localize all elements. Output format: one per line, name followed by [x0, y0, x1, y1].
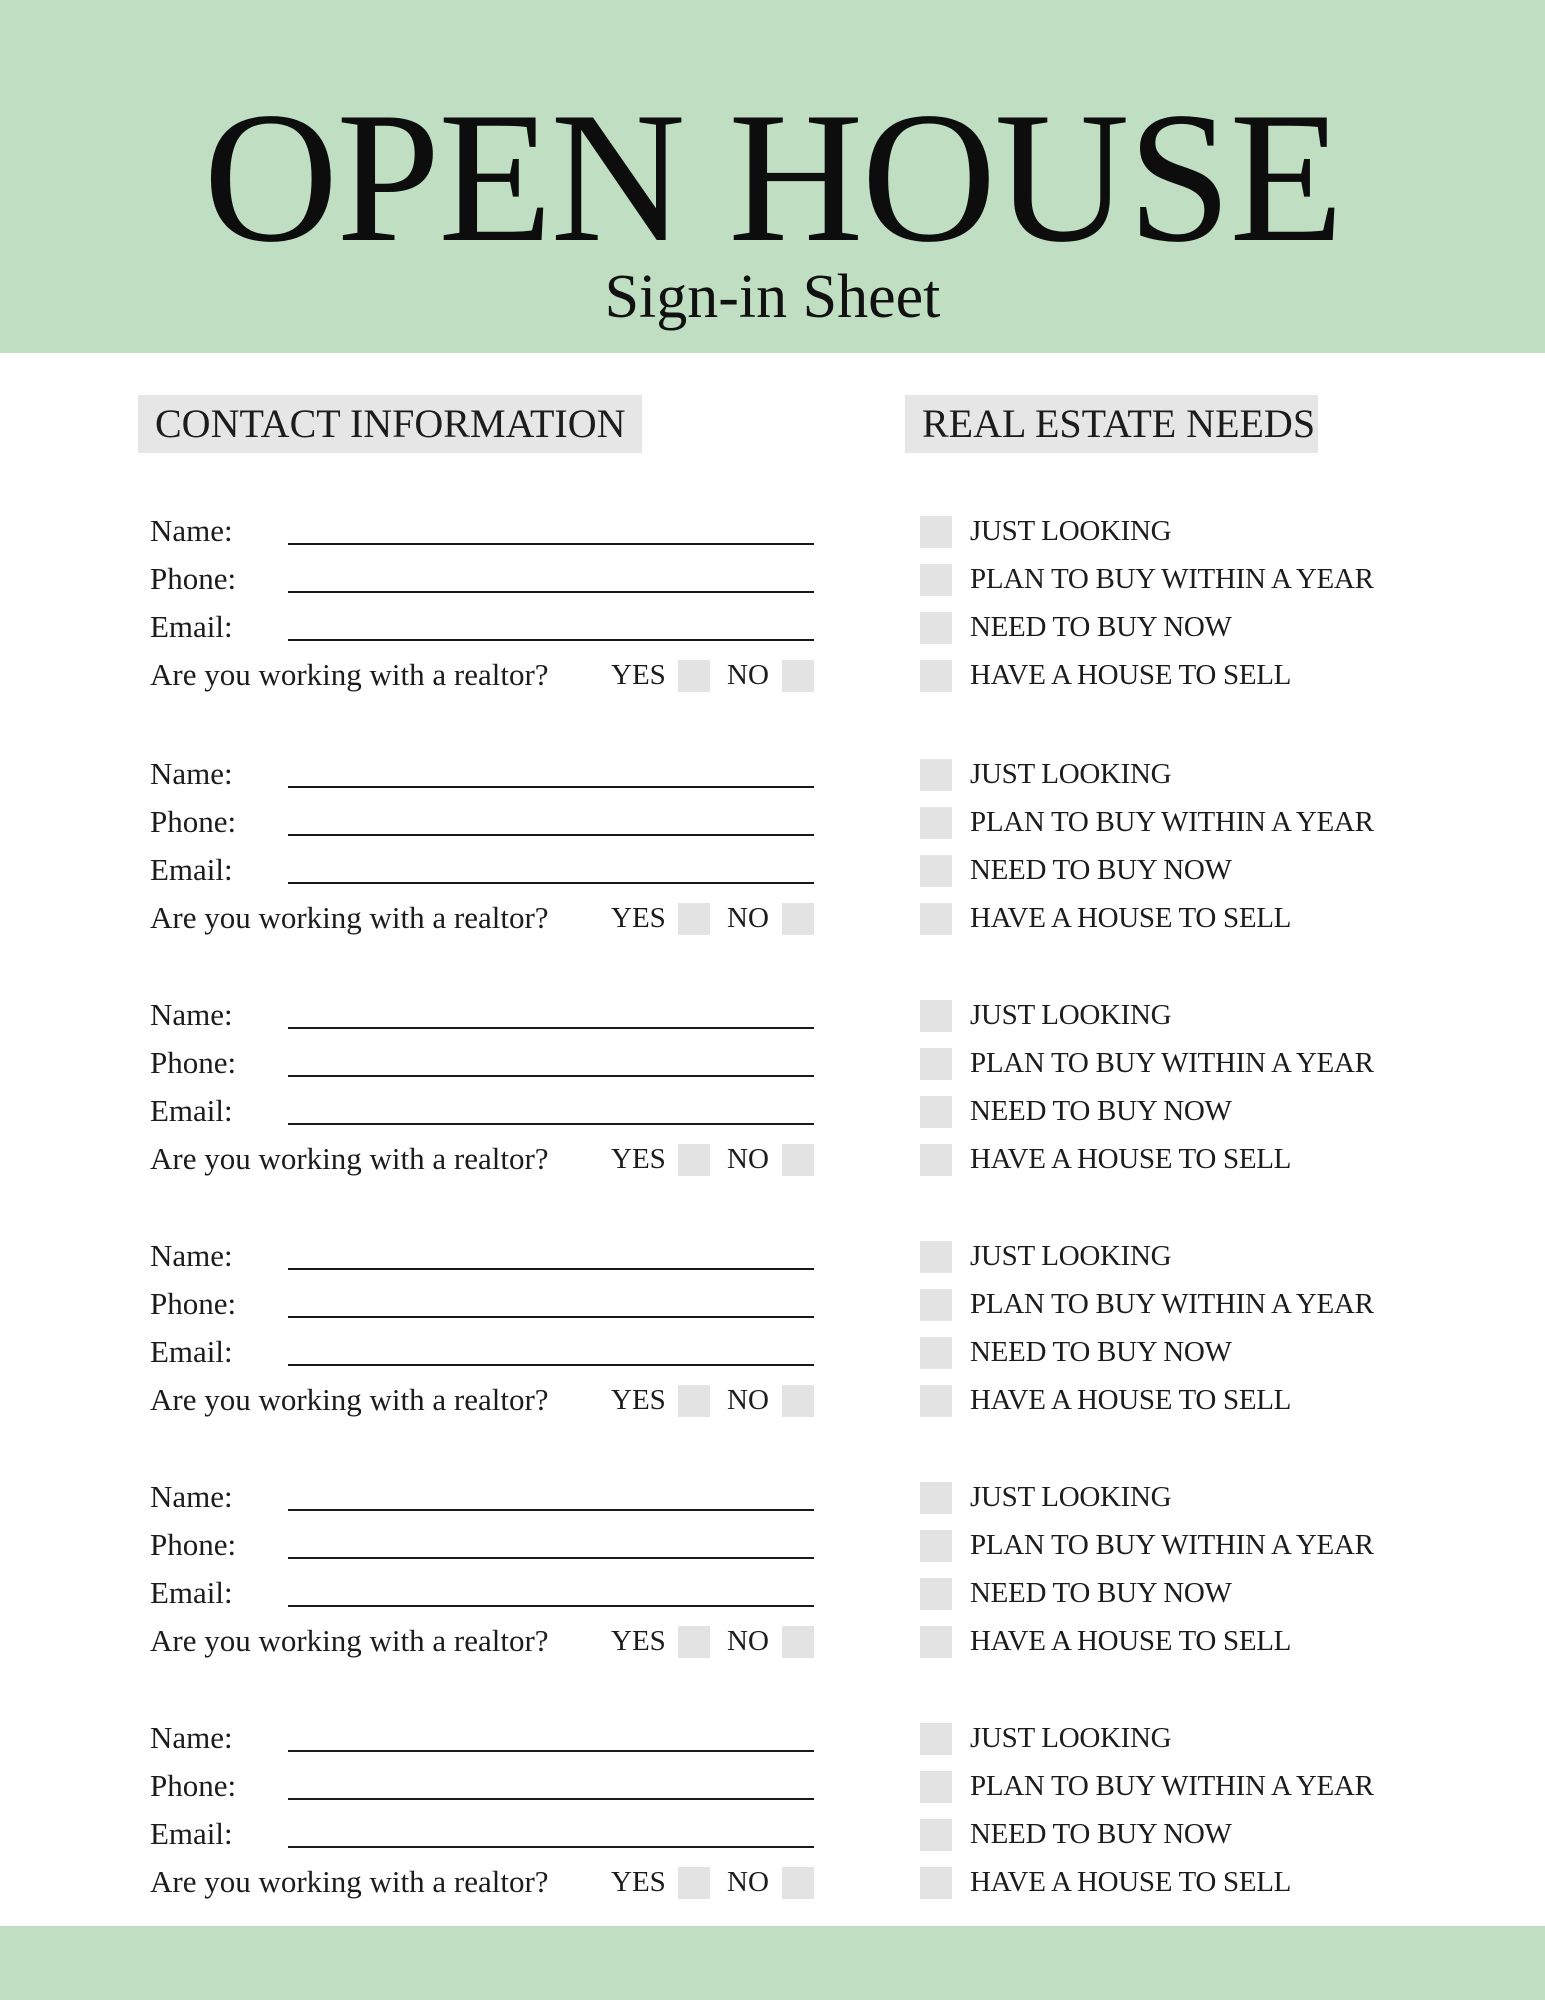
phone-input-line[interactable] — [288, 591, 814, 593]
realtor-yes-checkbox[interactable] — [678, 1867, 710, 1899]
need-checkbox[interactable] — [920, 1578, 952, 1610]
phone-input-line[interactable] — [288, 834, 814, 836]
field-row-realtor — [0, 894, 1545, 942]
email-label: Email: — [150, 1575, 233, 1610]
realtor-question-label: Are you working with a realtor? — [150, 1864, 549, 1899]
need-checkbox[interactable] — [920, 1144, 952, 1176]
phone-input-line[interactable] — [288, 1075, 814, 1077]
field-row-realtor — [0, 651, 1545, 699]
need-option-label: PLAN TO BUY WITHIN A YEAR — [970, 1529, 1374, 1561]
email-label: Email: — [150, 1093, 233, 1128]
realtor-no-label: NO — [727, 1866, 769, 1898]
name-input-line[interactable] — [288, 1268, 814, 1270]
email-label: Email: — [150, 609, 233, 644]
name-label: Name: — [150, 756, 233, 791]
realtor-question-label: Are you working with a realtor? — [150, 1141, 549, 1176]
field-row-realtor — [0, 1858, 1545, 1906]
need-checkbox[interactable] — [920, 612, 952, 644]
realtor-no-checkbox[interactable] — [782, 1626, 814, 1658]
page-title: OPEN HOUSE — [203, 74, 1342, 281]
need-checkbox[interactable] — [920, 855, 952, 887]
sign-in-entry — [0, 750, 1545, 940]
realtor-yes-label: YES — [611, 902, 666, 934]
name-input-line[interactable] — [288, 1509, 814, 1511]
field-row-phone — [0, 1039, 1545, 1087]
realtor-question-label: Are you working with a realtor? — [150, 900, 549, 935]
realtor-no-checkbox[interactable] — [782, 1867, 814, 1899]
field-row-phone — [0, 1521, 1545, 1569]
need-option-label: HAVE A HOUSE TO SELL — [970, 1384, 1292, 1416]
field-row-realtor — [0, 1135, 1545, 1183]
phone-label: Phone: — [150, 561, 237, 596]
name-input-line[interactable] — [288, 1027, 814, 1029]
field-row-name — [0, 1232, 1545, 1280]
email-input-line[interactable] — [288, 1605, 814, 1607]
email-label: Email: — [150, 1816, 233, 1851]
need-option-label: HAVE A HOUSE TO SELL — [970, 659, 1292, 691]
name-label: Name: — [150, 1238, 233, 1273]
need-checkbox[interactable] — [920, 759, 952, 791]
field-row-name — [0, 991, 1545, 1039]
need-checkbox[interactable] — [920, 1867, 952, 1899]
sign-in-entry — [0, 1232, 1545, 1422]
need-checkbox[interactable] — [920, 1771, 952, 1803]
phone-label: Phone: — [150, 1527, 237, 1562]
need-option-label: NEED TO BUY NOW — [970, 1336, 1232, 1368]
name-input-line[interactable] — [288, 786, 814, 788]
need-option-label: JUST LOOKING — [970, 758, 1172, 790]
need-option-label: NEED TO BUY NOW — [970, 611, 1232, 643]
need-option-label: JUST LOOKING — [970, 999, 1172, 1031]
need-checkbox[interactable] — [920, 1000, 952, 1032]
email-input-line[interactable] — [288, 1123, 814, 1125]
sign-in-entry — [0, 507, 1545, 697]
contact-section-header: CONTACT INFORMATION — [138, 395, 642, 453]
need-option-label: PLAN TO BUY WITHIN A YEAR — [970, 806, 1374, 838]
need-checkbox[interactable] — [920, 807, 952, 839]
realtor-no-checkbox[interactable] — [782, 660, 814, 692]
need-option-label: NEED TO BUY NOW — [970, 1095, 1232, 1127]
realtor-yes-checkbox[interactable] — [678, 1626, 710, 1658]
field-row-name — [0, 1473, 1545, 1521]
phone-label: Phone: — [150, 1768, 237, 1803]
realtor-no-label: NO — [727, 1384, 769, 1416]
realtor-question-label: Are you working with a realtor? — [150, 657, 549, 692]
name-label: Name: — [150, 997, 233, 1032]
name-label: Name: — [150, 513, 233, 548]
need-option-label: HAVE A HOUSE TO SELL — [970, 1625, 1292, 1657]
need-option-label: JUST LOOKING — [970, 1240, 1172, 1272]
realtor-question-label: Are you working with a realtor? — [150, 1382, 549, 1417]
realtor-yes-checkbox[interactable] — [678, 660, 710, 692]
sign-in-entry — [0, 1714, 1545, 1904]
realtor-yes-label: YES — [611, 1384, 666, 1416]
sign-in-entry — [0, 1473, 1545, 1663]
need-checkbox[interactable] — [920, 1337, 952, 1369]
need-checkbox[interactable] — [920, 1241, 952, 1273]
phone-label: Phone: — [150, 804, 237, 839]
email-input-line[interactable] — [288, 1846, 814, 1848]
need-checkbox[interactable] — [920, 516, 952, 548]
realtor-no-checkbox[interactable] — [782, 1385, 814, 1417]
name-input-line[interactable] — [288, 543, 814, 545]
need-option-label: PLAN TO BUY WITHIN A YEAR — [970, 1770, 1374, 1802]
field-row-realtor — [0, 1376, 1545, 1424]
need-checkbox[interactable] — [920, 1096, 952, 1128]
need-option-label: JUST LOOKING — [970, 515, 1172, 547]
phone-input-line[interactable] — [288, 1316, 814, 1318]
realtor-no-label: NO — [727, 1625, 769, 1657]
field-row-email — [0, 1569, 1545, 1617]
realtor-yes-checkbox[interactable] — [678, 1144, 710, 1176]
need-checkbox[interactable] — [920, 1530, 952, 1562]
email-label: Email: — [150, 1334, 233, 1369]
field-row-name — [0, 750, 1545, 798]
name-label: Name: — [150, 1479, 233, 1514]
realtor-no-checkbox[interactable] — [782, 1144, 814, 1176]
realtor-no-label: NO — [727, 902, 769, 934]
footer-band — [0, 1926, 1545, 2000]
need-checkbox[interactable] — [920, 1482, 952, 1514]
need-option-label: HAVE A HOUSE TO SELL — [970, 1866, 1292, 1898]
field-row-name — [0, 507, 1545, 555]
field-row-email — [0, 1810, 1545, 1858]
need-option-label: HAVE A HOUSE TO SELL — [970, 902, 1292, 934]
need-checkbox[interactable] — [920, 564, 952, 596]
need-checkbox[interactable] — [920, 1385, 952, 1417]
field-row-phone — [0, 1280, 1545, 1328]
realtor-yes-checkbox[interactable] — [678, 1385, 710, 1417]
realtor-question-label: Are you working with a realtor? — [150, 1623, 549, 1658]
phone-input-line[interactable] — [288, 1557, 814, 1559]
field-row-email — [0, 846, 1545, 894]
realtor-no-checkbox[interactable] — [782, 903, 814, 935]
email-label: Email: — [150, 852, 233, 887]
need-option-label: PLAN TO BUY WITHIN A YEAR — [970, 563, 1374, 595]
field-row-email — [0, 1328, 1545, 1376]
realtor-yes-label: YES — [611, 1625, 666, 1657]
phone-input-line[interactable] — [288, 1798, 814, 1800]
email-input-line[interactable] — [288, 1364, 814, 1366]
realtor-yes-label: YES — [611, 1143, 666, 1175]
realtor-no-label: NO — [727, 659, 769, 691]
field-row-phone — [0, 798, 1545, 846]
need-checkbox[interactable] — [920, 1048, 952, 1080]
need-option-label: JUST LOOKING — [970, 1722, 1172, 1754]
need-option-label: NEED TO BUY NOW — [970, 854, 1232, 886]
need-checkbox[interactable] — [920, 1819, 952, 1851]
need-option-label: PLAN TO BUY WITHIN A YEAR — [970, 1047, 1374, 1079]
field-row-realtor — [0, 1617, 1545, 1665]
sign-in-entry — [0, 991, 1545, 1181]
need-option-label: HAVE A HOUSE TO SELL — [970, 1143, 1292, 1175]
email-input-line[interactable] — [288, 882, 814, 884]
phone-label: Phone: — [150, 1286, 237, 1321]
need-checkbox[interactable] — [920, 660, 952, 692]
field-row-phone — [0, 555, 1545, 603]
need-option-label: JUST LOOKING — [970, 1481, 1172, 1513]
need-checkbox[interactable] — [920, 903, 952, 935]
need-checkbox[interactable] — [920, 1723, 952, 1755]
need-option-label: PLAN TO BUY WITHIN A YEAR — [970, 1288, 1374, 1320]
need-option-label: NEED TO BUY NOW — [970, 1577, 1232, 1609]
field-row-email — [0, 603, 1545, 651]
needs-section-header: REAL ESTATE NEEDS — [905, 395, 1318, 453]
email-input-line[interactable] — [288, 639, 814, 641]
need-checkbox[interactable] — [920, 1289, 952, 1321]
need-checkbox[interactable] — [920, 1626, 952, 1658]
field-row-name — [0, 1714, 1545, 1762]
realtor-yes-label: YES — [611, 659, 666, 691]
realtor-yes-label: YES — [611, 1866, 666, 1898]
realtor-yes-checkbox[interactable] — [678, 903, 710, 935]
need-option-label: NEED TO BUY NOW — [970, 1818, 1232, 1850]
page-subtitle: Sign-in Sheet — [604, 263, 941, 331]
name-label: Name: — [150, 1720, 233, 1755]
name-input-line[interactable] — [288, 1750, 814, 1752]
realtor-no-label: NO — [727, 1143, 769, 1175]
field-row-email — [0, 1087, 1545, 1135]
phone-label: Phone: — [150, 1045, 237, 1080]
field-row-phone — [0, 1762, 1545, 1810]
